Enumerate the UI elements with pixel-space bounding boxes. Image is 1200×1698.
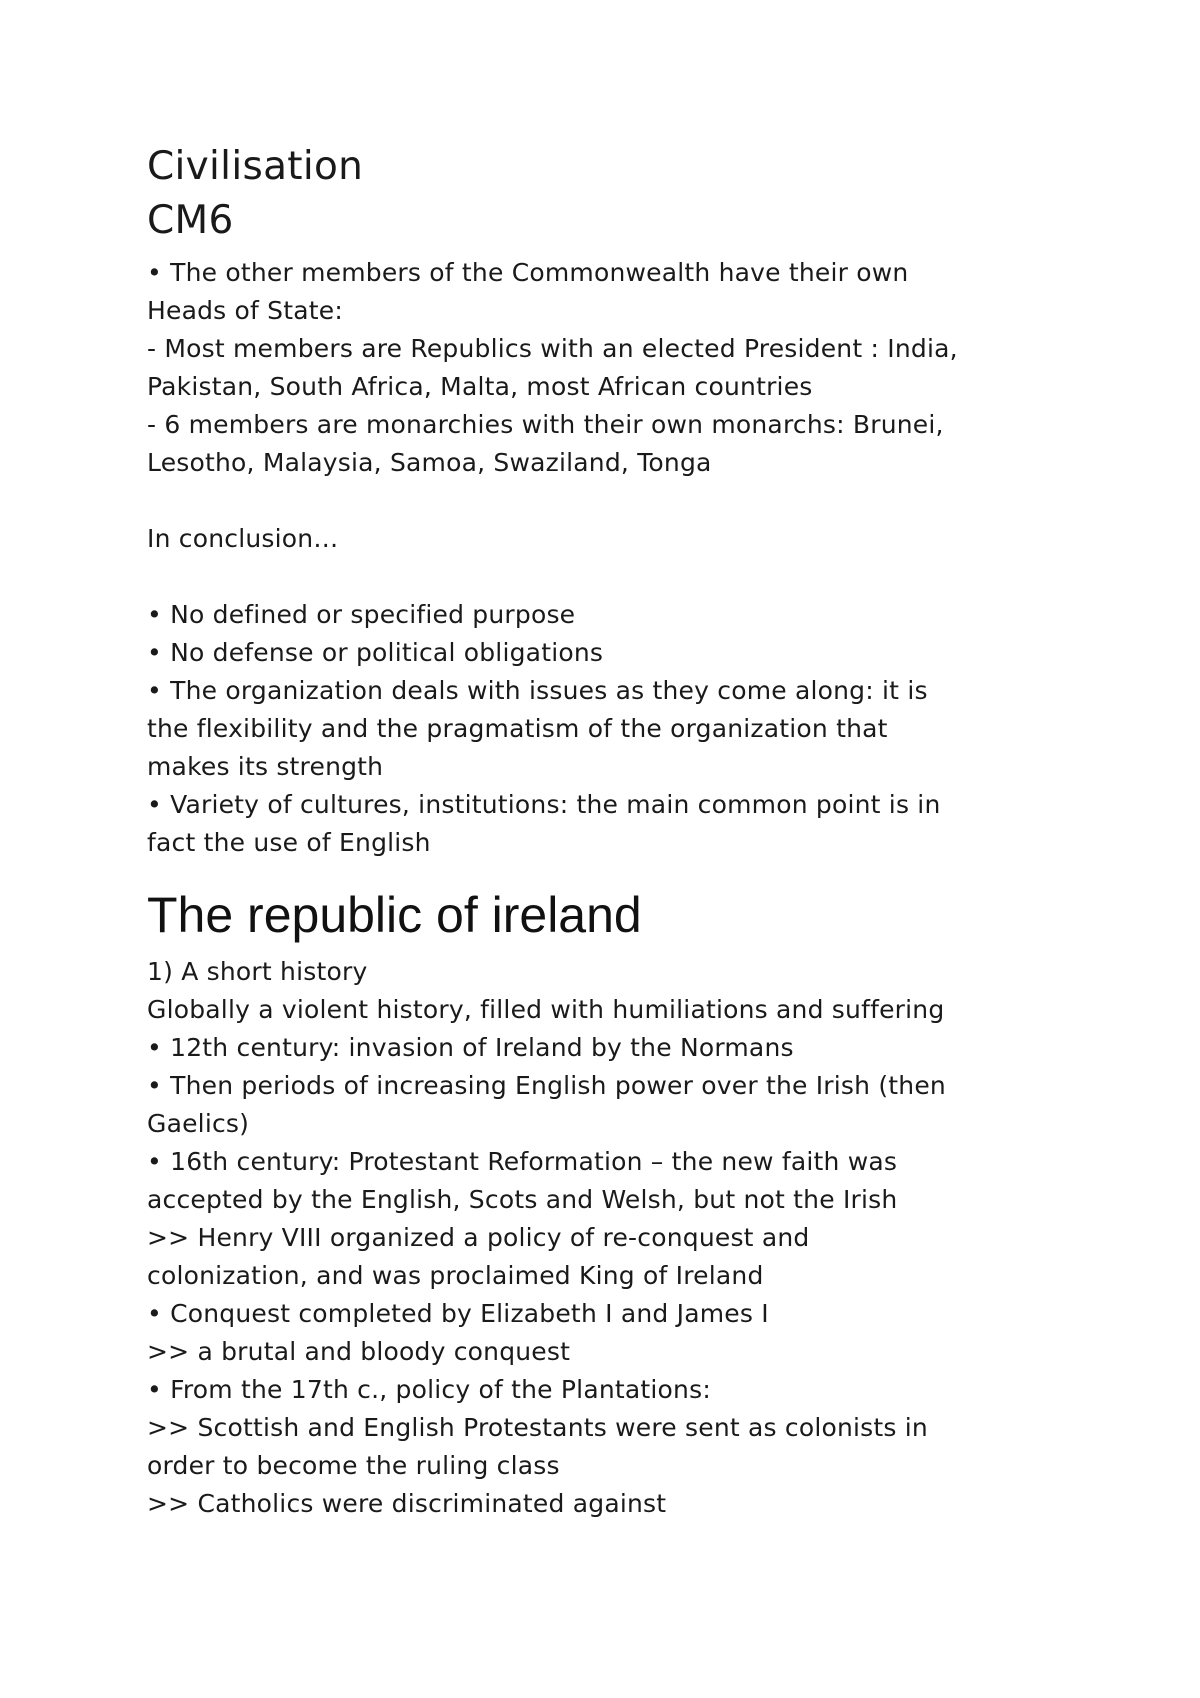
spacer: [147, 558, 1077, 596]
title-line: Civilisation: [147, 144, 364, 189]
document-title: [147, 140, 1077, 248]
spacer: [147, 482, 1077, 520]
text-line: • From the 17th c., policy of the Plantations:: [147, 1375, 711, 1404]
text-line: accepted by the English, Scots and Welsh, but not the Irish: [147, 1185, 898, 1214]
text-line: >> Henry VIII organized a policy of re-conquest and: [147, 1223, 810, 1252]
text-line: • Then periods of increasing English power over the Irish (then: [147, 1071, 946, 1100]
text-line: • Variety of cultures, institutions: the main common point is in: [147, 790, 941, 819]
text-line: Heads of State:: [147, 296, 343, 325]
text-line: • Conquest completed by Elizabeth I and James I: [147, 1299, 769, 1328]
commonwealth-section: [147, 254, 1077, 482]
text-line: • The organization deals with issues as they come along: it is: [147, 676, 928, 705]
text-line: - 6 members are monarchies with their own monarchs: Brunei,: [147, 410, 944, 439]
text-line: Pakistan, South Africa, Malta, most African countries: [147, 372, 813, 401]
text-line: >> a brutal and bloody conquest: [147, 1337, 571, 1366]
text-line: 1) A short history: [147, 957, 368, 986]
text-line: Globally a violent history, filled with humiliations and suffering: [147, 995, 945, 1024]
document-page: [147, 140, 1077, 1523]
text-line: makes its strength: [147, 752, 384, 781]
text-line: - Most members are Republics with an elected President : India,: [147, 334, 958, 363]
text-line: • 16th century: Protestant Reformation – the new faith was: [147, 1147, 898, 1176]
course-code: CM6: [147, 198, 234, 243]
text-line: • 12th century: invasion of Ireland by the Normans: [147, 1033, 794, 1062]
text-line: • No defined or specified purpose: [147, 600, 576, 629]
conclusion-intro: In conclusion…: [147, 524, 339, 553]
text-line: the flexibility and the pragmatism of the organization that: [147, 714, 888, 743]
text-line: Gaelics): [147, 1109, 250, 1138]
ireland-section: [147, 887, 1077, 1523]
text-line: >> Catholics were discriminated against: [147, 1489, 667, 1518]
text-line: • No defense or political obligations: [147, 638, 604, 667]
text-line: Lesotho, Malaysia, Samoa, Swaziland, Tonga: [147, 448, 712, 477]
text-line: • The other members of the Commonwealth have their own: [147, 258, 909, 287]
conclusion-section: [147, 520, 1077, 862]
text-line: order to become the ruling class: [147, 1451, 560, 1480]
text-line: colonization, and was proclaimed King of Ireland: [147, 1261, 764, 1290]
text-line: fact the use of English: [147, 828, 431, 857]
text-line: >> Scottish and English Protestants were sent as colonists in: [147, 1413, 928, 1442]
section-heading: The republic of ireland: [147, 887, 642, 943]
